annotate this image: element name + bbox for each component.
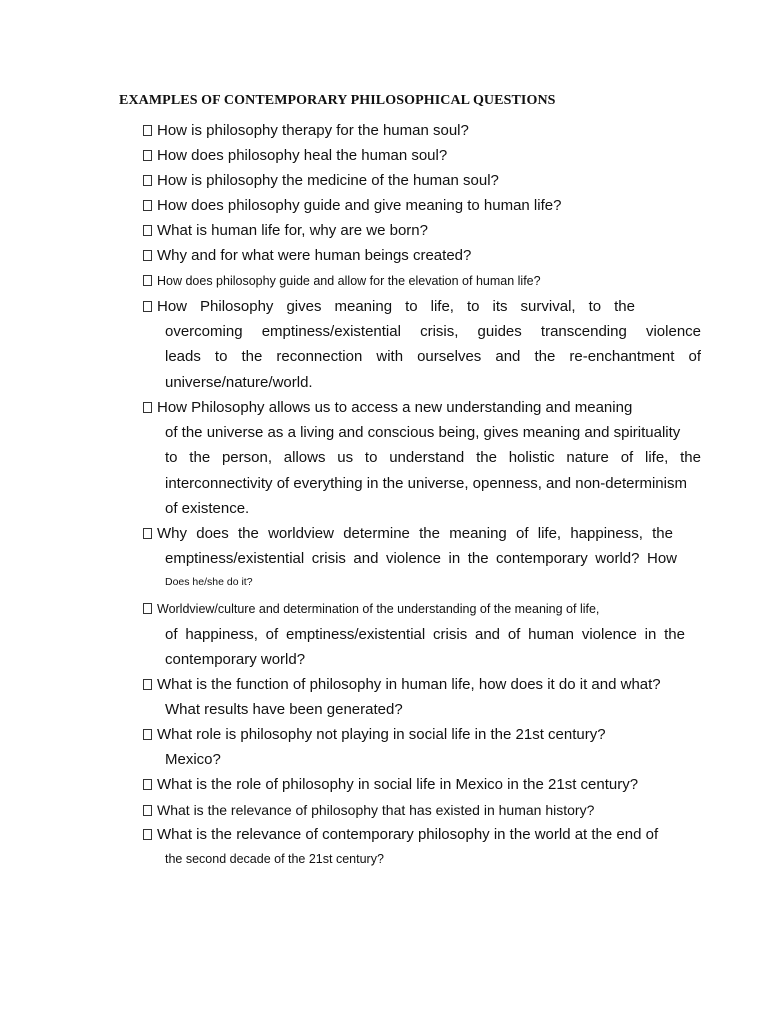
question-item (143, 143, 703, 168)
question-item (143, 521, 703, 593)
checkbox-bullet-icon (143, 729, 152, 740)
checkbox-bullet-icon (143, 301, 152, 312)
question-item (143, 218, 703, 243)
checkbox-bullet-icon (143, 225, 152, 236)
question-line: Why does the worldview determine the meaning of life, happiness, the (143, 521, 703, 546)
question-line: emptiness/existential crisis and violence in the contemporary world? How (165, 550, 677, 568)
checkbox-bullet-icon (143, 200, 152, 211)
question-line: Why and for what were human beings created? (143, 243, 703, 268)
question-line: of existence. (165, 499, 250, 517)
question-item (143, 772, 703, 797)
document-title: EXAMPLES OF CONTEMPORARY PHILOSOPHICAL QUESTIONS (119, 93, 556, 108)
checkbox-bullet-icon (143, 275, 152, 286)
question-line: to the person, allows us to understand the holistic nature of life, the (165, 449, 701, 467)
question-line: How Philosophy allows us to access a new understanding and meaning (143, 395, 703, 420)
question-line: What is the relevance of philosophy that has existed in human history? (143, 798, 703, 823)
question-line: What is human life for, why are we born? (143, 218, 703, 243)
question-item (143, 193, 703, 218)
question-item (143, 168, 703, 193)
checkbox-bullet-icon (143, 402, 152, 413)
question-line: What is the role of philosophy in social life in Mexico in the 21st century? (143, 772, 703, 797)
checkbox-bullet-icon (143, 805, 152, 816)
checkbox-bullet-icon (143, 829, 152, 840)
checkbox-bullet-icon (143, 779, 152, 790)
checkbox-bullet-icon (143, 528, 152, 539)
question-line: Worldview/culture and determination of the understanding of the meaning of life, (143, 597, 703, 622)
checkbox-bullet-icon (143, 150, 152, 161)
question-line: Does he/she do it? (165, 576, 253, 589)
question-line: leads to the reconnection with ourselves and the re-enchantment of (165, 348, 701, 366)
question-line: How does philosophy guide and allow for the elevation of human life? (143, 269, 703, 294)
question-line: How does philosophy heal the human soul? (143, 143, 703, 168)
question-line: How Philosophy gives meaning to life, to its survival, to the (143, 294, 703, 319)
question-line: What is the relevance of contemporary philosophy in the world at the end of (143, 822, 703, 847)
question-item (143, 269, 703, 294)
question-line: the second decade of the 21st century? (165, 852, 384, 867)
checkbox-bullet-icon (143, 175, 152, 186)
question-item (143, 722, 703, 772)
question-item (143, 798, 703, 823)
checkbox-bullet-icon (143, 679, 152, 690)
question-line: contemporary world? (165, 651, 306, 669)
question-line: overcoming emptiness/existential crisis, guides transcending violence (165, 323, 701, 341)
question-line: What is the function of philosophy in human life, how does it do it and what? (143, 672, 703, 697)
question-line: interconnectivity of everything in the universe, openness, and non-determinism (165, 474, 687, 492)
question-item (143, 822, 703, 872)
question-item (143, 672, 703, 722)
checkbox-bullet-icon (143, 125, 152, 136)
question-line: What role is philosophy not playing in social life in the 21st century? (143, 722, 703, 747)
question-item (143, 395, 703, 521)
question-line: of the universe as a living and conscious being, gives meaning and spirituality (165, 424, 681, 442)
question-line: What results have been generated? (165, 701, 403, 719)
question-item (143, 294, 703, 395)
question-line: How is philosophy therapy for the human soul? (143, 118, 703, 143)
question-line: Mexico? (165, 751, 221, 769)
question-line: of happiness, of emptiness/existential crisis and of human violence in the (165, 626, 685, 644)
checkbox-bullet-icon (143, 603, 152, 614)
checkbox-bullet-icon (143, 250, 152, 261)
question-item (143, 597, 703, 673)
question-line: universe/nature/world. (165, 373, 313, 391)
question-item (143, 243, 703, 268)
question-line: How is philosophy the medicine of the human soul? (143, 168, 703, 193)
question-line: How does philosophy guide and give meaning to human life? (143, 193, 703, 218)
question-item (143, 118, 703, 143)
